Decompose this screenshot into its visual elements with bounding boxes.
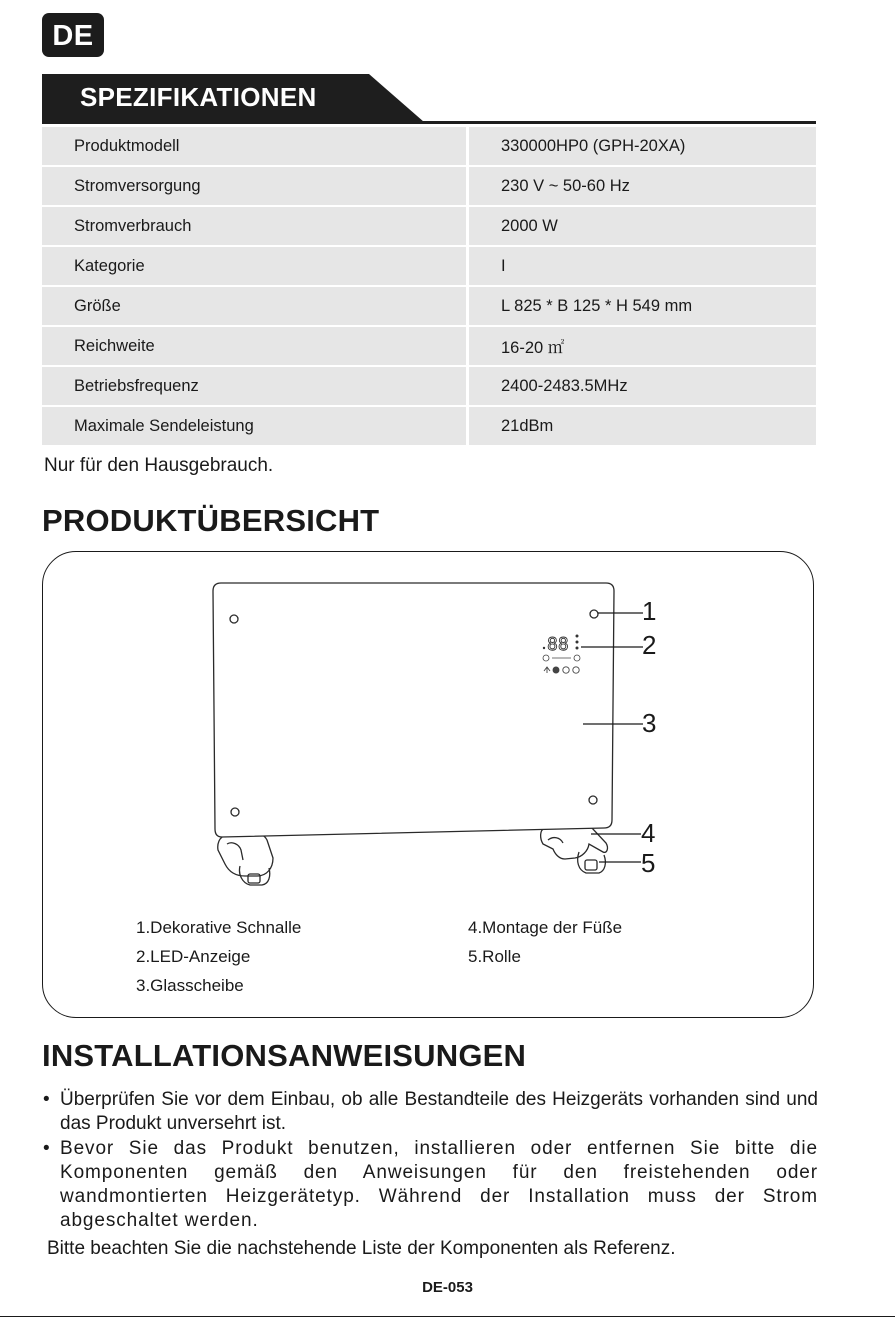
overview-title: PRODUKTÜBERSICHT: [42, 503, 380, 538]
legend-item: 5.Rolle: [468, 947, 521, 966]
reference-note: Bitte beachten Sie die nachstehende Liste der Komponenten als Referenz.: [47, 1238, 676, 1259]
instruction-text: Bevor Sie das Produkt benutzen, installieren oder entfernen Sie bitte die Komponenten gemäß den Anweisungen für den freistehenden oder wandmontierten Heizgerätetyp. Während der Installation muss der Strom abgeschaltet werden.: [60, 1138, 818, 1231]
overview-panel: [42, 551, 814, 1018]
bottom-divider: [0, 1316, 895, 1317]
callout-number: 3: [642, 708, 657, 738]
spec-value: 2000 W: [469, 207, 816, 247]
spec-value: L 825 * B 125 * H 549 mm: [469, 287, 816, 327]
household-use-note: Nur für den Hausgebrauch.: [44, 455, 274, 476]
spec-value: 16-20 ㎡: [469, 327, 816, 367]
table-row: [42, 127, 816, 167]
instruction-bullet: [43, 1137, 818, 1233]
callout-number: 1: [642, 596, 657, 626]
table-row: [42, 247, 816, 287]
instruction-text: Überprüfen Sie vor dem Einbau, ob alle Bestandteile des Heizgeräts vorhanden sind und das Produkt unversehrt ist.: [60, 1089, 818, 1134]
callout-number: 4: [641, 818, 656, 848]
spec-label: Produktmodell: [42, 127, 469, 167]
legend-item: 2.LED-Anzeige: [136, 947, 251, 966]
spec-value: 330000HP0 (GPH-20XA): [469, 127, 816, 167]
table-row: [42, 407, 816, 447]
table-row: [42, 167, 816, 207]
table-row: [42, 287, 816, 327]
spec-label: Stromverbrauch: [42, 207, 469, 247]
spec-value: 21dBm: [469, 407, 816, 447]
table-row: [42, 327, 816, 367]
indicator-dot-icon: [576, 641, 579, 644]
indicator-dot-icon: [543, 647, 545, 649]
indicator-dot-icon: [576, 635, 579, 638]
callout-number: 2: [642, 630, 657, 660]
spec-label: Reichweite: [42, 327, 469, 367]
heat-mode-icon: [553, 667, 559, 673]
instruction-bullet: [43, 1088, 818, 1136]
language-badge: DE: [42, 13, 104, 57]
legend-item: 4.Montage der Füße: [468, 918, 623, 937]
page-number: DE-053: [422, 1279, 473, 1296]
led-digits: 88: [547, 634, 569, 655]
legend-item: 3.Glasscheibe: [136, 976, 244, 995]
installation-title: INSTALLATIONSANWEISUNGEN: [42, 1038, 527, 1073]
specs-table: [42, 127, 816, 447]
bullet-icon: •: [43, 1138, 50, 1159]
spec-label: Größe: [42, 287, 469, 327]
spec-value: 2400-2483.5MHz: [469, 367, 816, 407]
specs-title: SPEZIFIKATIONEN: [80, 82, 317, 112]
table-row: [42, 367, 816, 407]
specs-header: [42, 74, 816, 124]
spec-value: 230 V ~ 50-60 Hz: [469, 167, 816, 207]
spec-label: Maximale Sendeleistung: [42, 407, 469, 447]
legend-item: 1.Dekorative Schnalle: [136, 918, 302, 937]
glass-panel: [213, 583, 614, 837]
spec-label: Stromversorgung: [42, 167, 469, 207]
callout-number: 5: [641, 848, 656, 878]
left-foot: [218, 833, 273, 876]
bullet-icon: •: [43, 1089, 50, 1110]
spec-label: Kategorie: [42, 247, 469, 287]
spec-label: Betriebsfrequenz: [42, 367, 469, 407]
table-row: [42, 207, 816, 247]
indicator-dot-icon: [576, 647, 579, 650]
spec-value: I: [469, 247, 816, 287]
